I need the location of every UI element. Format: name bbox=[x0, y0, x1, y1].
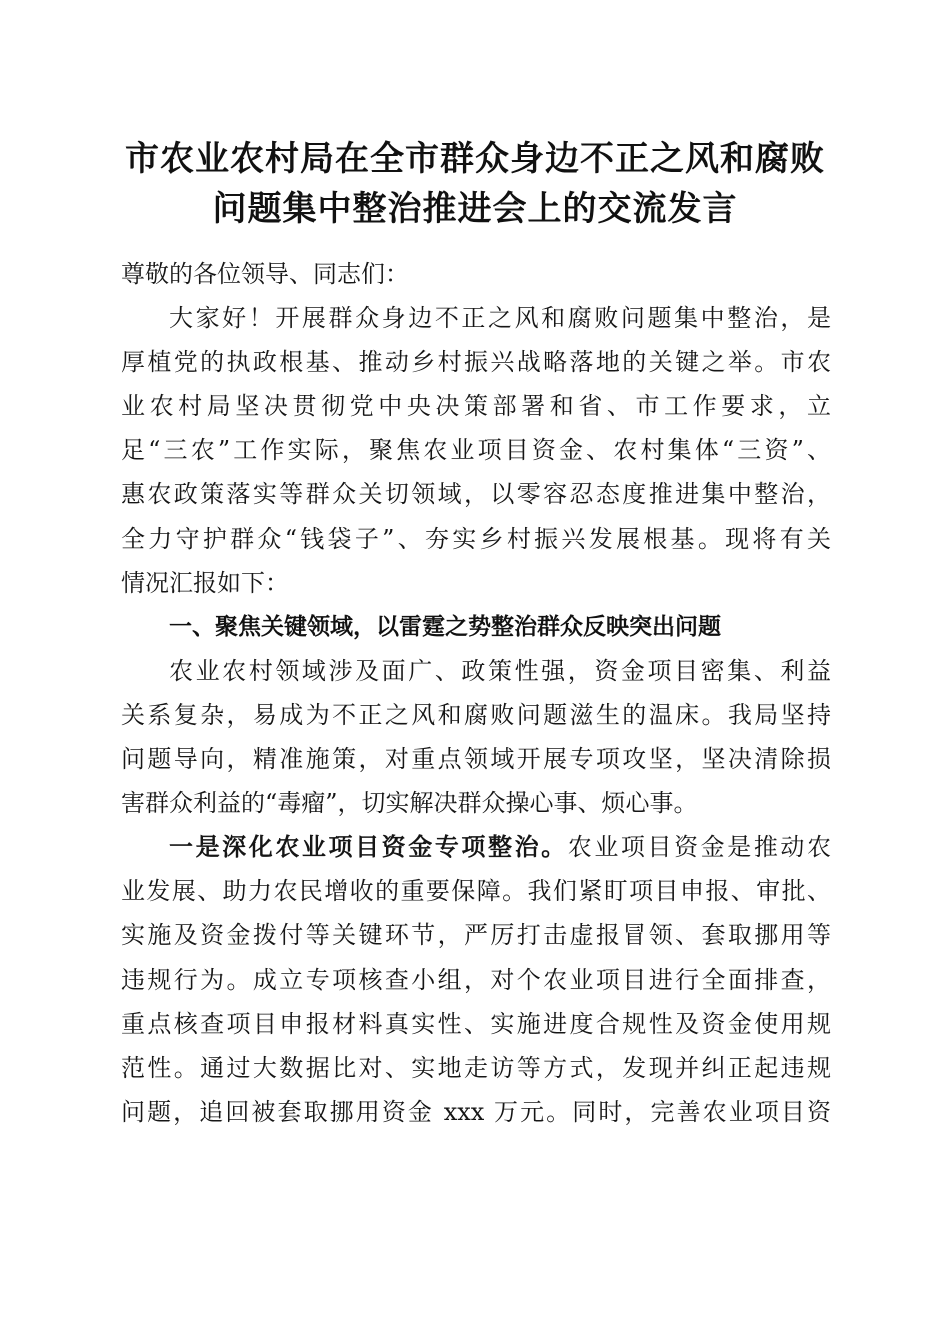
intro-line-1: 大家好！开展群众身边不正之风和腐败问题集中整治，是 bbox=[169, 304, 831, 333]
intro-line-3: 业农村局坚决贯彻党中央决策部署和省、市工作要求，立 bbox=[121, 392, 831, 421]
section-line-1: 农业农村领域涉及面广、政策性强，资金项目密集、利益 bbox=[169, 656, 831, 685]
section-heading: 一、聚焦关键领域，以雷霆之势整治群众反映突出问题 bbox=[169, 613, 721, 640]
title-line-1: 市农业农村局在全市群众身边不正之风和腐败 bbox=[125, 139, 825, 179]
intro-line-6: 全力守护群众“钱袋子”、夯实乡村振兴发展根基。现将有关 bbox=[121, 524, 831, 553]
intro-line-4: 足“三农”工作实际，聚焦农业项目资金、农村集体“三资”、 bbox=[121, 436, 831, 465]
intro-line-2: 厚植党的执政根基、推动乡村振兴战略落地的关键之举。市农 bbox=[121, 348, 831, 377]
section-line-2: 关系复杂，易成为不正之风和腐败问题滋生的温床。我局坚持 bbox=[121, 700, 831, 729]
item1-line-4: 违规行为。成立专项核查小组，对个农业项目进行全面排查， bbox=[121, 965, 831, 994]
item1-line-6: 范性。通过大数据比对、实地走访等方式，发现并纠正起违规 bbox=[121, 1053, 831, 1082]
intro-line-7: 情况汇报如下： bbox=[121, 568, 289, 597]
item1-line-7: 问题，追回被套取挪用资金 xxx 万元。同时，完善农业项目资 bbox=[121, 1097, 831, 1126]
item1-lead: 一是深化农业项目资金专项整治。 bbox=[169, 832, 568, 862]
item1-line-2: 业发展、助力农民增收的重要保障。我们紧盯项目申报、审批、 bbox=[121, 877, 831, 906]
document-body bbox=[121, 252, 831, 1134]
document-title bbox=[100, 134, 850, 234]
section-line-3: 问题导向，精准施策，对重点领域开展专项攻坚，坚决清除损 bbox=[121, 745, 831, 774]
item1-first-rest: 农业项目资金是推动农 bbox=[567, 833, 831, 862]
section-line-4: 害群众利益的“毒瘤”，切实解决群众操心事、烦心事。 bbox=[121, 789, 698, 818]
salutation: 尊敬的各位领导、同志们： bbox=[121, 260, 409, 288]
item1-line-5: 重点核查项目申报材料真实性、实施进度合规性及资金使用规 bbox=[121, 1009, 831, 1038]
intro-line-5: 惠农政策落实等群众关切领域，以零容忍态度推进集中整治， bbox=[121, 480, 831, 509]
title-line-2: 问题集中整治推进会上的交流发言 bbox=[212, 189, 738, 229]
item1-line-3: 实施及资金拨付等关键环节，严厉打击虚报冒领、套取挪用等 bbox=[121, 921, 831, 950]
item1-line-1 bbox=[121, 825, 831, 869]
